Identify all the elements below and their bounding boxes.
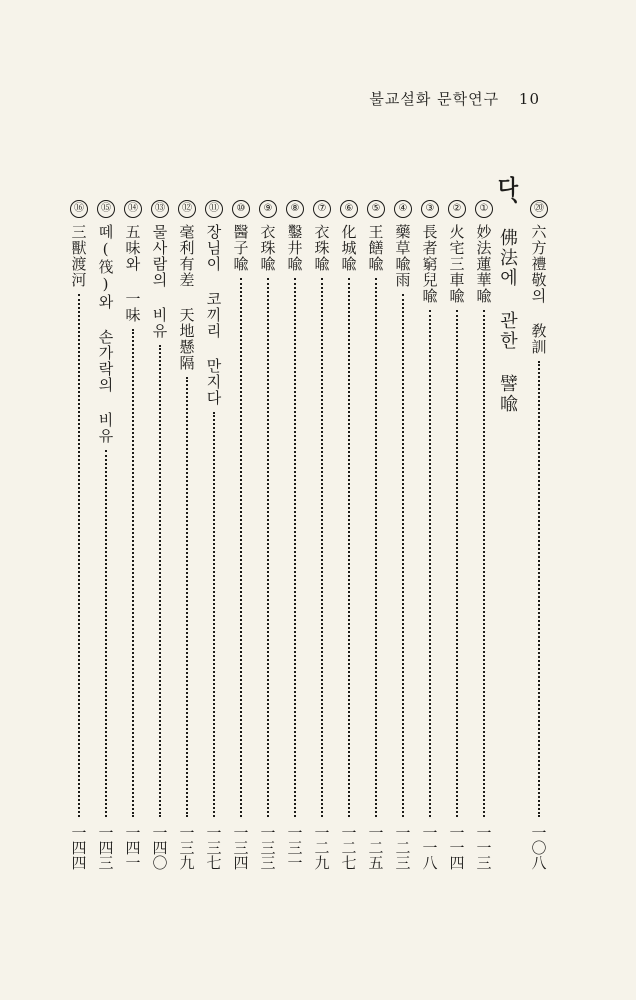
dot-leader: [267, 278, 269, 817]
entry-page: 一二五: [366, 825, 385, 870]
entry-page: 一二九: [312, 825, 331, 870]
entry-title: 王饍喩: [366, 224, 385, 272]
entry-page: 一四三: [96, 825, 115, 870]
dot-leader: [456, 310, 458, 817]
entry-number: ⑳: [530, 200, 548, 218]
entry-number: ⑪: [205, 200, 223, 218]
toc-entry: [148, 200, 172, 870]
toc-entry: [283, 200, 307, 870]
dot-leader: [321, 278, 323, 817]
toc-entry: [256, 200, 280, 870]
toc-entry: [445, 200, 469, 870]
dot-leader: [105, 450, 107, 817]
dot-leader: [294, 278, 296, 817]
dot-leader: [538, 361, 540, 817]
page-number: 10: [518, 90, 540, 108]
dot-leader: [132, 329, 134, 817]
entry-title: 五味와 一味: [123, 224, 142, 323]
entry-title: 장님이 코끼리 만지다: [204, 224, 223, 406]
page-header: [369, 88, 540, 109]
entry-title: 長者窮兒喩: [420, 224, 439, 304]
dot-leader: [375, 278, 377, 817]
entry-number: ⑨: [259, 200, 277, 218]
entry-number: ②: [448, 200, 466, 218]
entry-page: 一三一: [285, 825, 304, 870]
dot-leader: [483, 310, 485, 817]
entry-number: ⑩: [232, 200, 250, 218]
entry-title: 衣珠喩: [312, 224, 331, 272]
entry-number: ①: [475, 200, 493, 218]
entry-number: ⑫: [178, 200, 196, 218]
section-marker: 다、: [495, 176, 520, 218]
entry-title: 化城喩: [339, 224, 358, 272]
entry-number: ⑬: [151, 200, 169, 218]
entry-page: 一一四: [447, 825, 466, 870]
running-title: 불교설화 문학연구: [369, 90, 500, 108]
entry-number: ⑦: [313, 200, 331, 218]
toc-entry: [391, 200, 415, 870]
entry-page: 一四〇: [150, 825, 169, 870]
entry-title: 六方禮敬의 敎訓: [529, 224, 548, 355]
entry-page: 一三九: [177, 825, 196, 870]
entry-page: 一一三: [474, 825, 493, 870]
entry-title: 毫利有差 天地懸隔: [177, 224, 196, 371]
dot-leader: [159, 345, 161, 817]
entry-page: 一四四: [69, 825, 88, 870]
entry-title: 衣珠喩: [258, 224, 277, 272]
toc-entry: [364, 200, 388, 870]
table-of-contents: [0, 170, 636, 910]
entry-number: ⑭: [124, 200, 142, 218]
entry-number: ④: [394, 200, 412, 218]
entry-title: 火宅三車喩: [447, 224, 466, 304]
dot-leader: [240, 278, 242, 817]
entry-page: 一三七: [204, 825, 223, 870]
entry-page: 一四一: [123, 825, 142, 870]
toc-entry: [121, 200, 145, 870]
entry-number: ⑯: [70, 200, 88, 218]
dot-leader: [429, 310, 431, 817]
entry-title: 醫子喩: [231, 224, 250, 272]
entry-number: ③: [421, 200, 439, 218]
entry-page: 一三三: [258, 825, 277, 870]
entry-number: ⑥: [340, 200, 358, 218]
entry-page: 一二三: [393, 825, 412, 870]
dot-leader: [213, 412, 215, 817]
entry-title: 妙法蓮華喩: [474, 224, 493, 304]
toc-entry: [310, 200, 334, 870]
toc-entry: [418, 200, 442, 870]
toc-entry: [527, 200, 551, 870]
entry-number: ⑤: [367, 200, 385, 218]
entry-page: 一〇八: [529, 825, 548, 870]
entry-page: 一三四: [231, 825, 250, 870]
entry-title: 藥草喩雨: [393, 224, 412, 288]
entry-page: 一二七: [339, 825, 358, 870]
section-title: 佛法에 관한 譬喩: [497, 228, 518, 414]
entry-page: 一一八: [420, 825, 439, 870]
toc-entry: [229, 200, 253, 870]
toc-entry: [202, 200, 226, 870]
entry-number: ⑧: [286, 200, 304, 218]
dot-leader: [186, 377, 188, 817]
toc-entry: [337, 200, 361, 870]
section-heading: [492, 176, 522, 414]
toc-entry: [94, 200, 118, 870]
dot-leader: [402, 294, 404, 817]
entry-title: 물사람의 비유: [150, 224, 169, 339]
toc-entry: [472, 200, 496, 870]
dot-leader: [78, 294, 80, 817]
toc-entry: [175, 200, 199, 870]
entry-number: ⑮: [97, 200, 115, 218]
entry-title: 三獸渡河: [69, 224, 88, 288]
entry-title: 떼(筏)와 손가락의 비유: [96, 224, 115, 444]
toc-entry: [67, 200, 91, 870]
entry-title: 鑿井喩: [285, 224, 304, 272]
dot-leader: [348, 278, 350, 817]
